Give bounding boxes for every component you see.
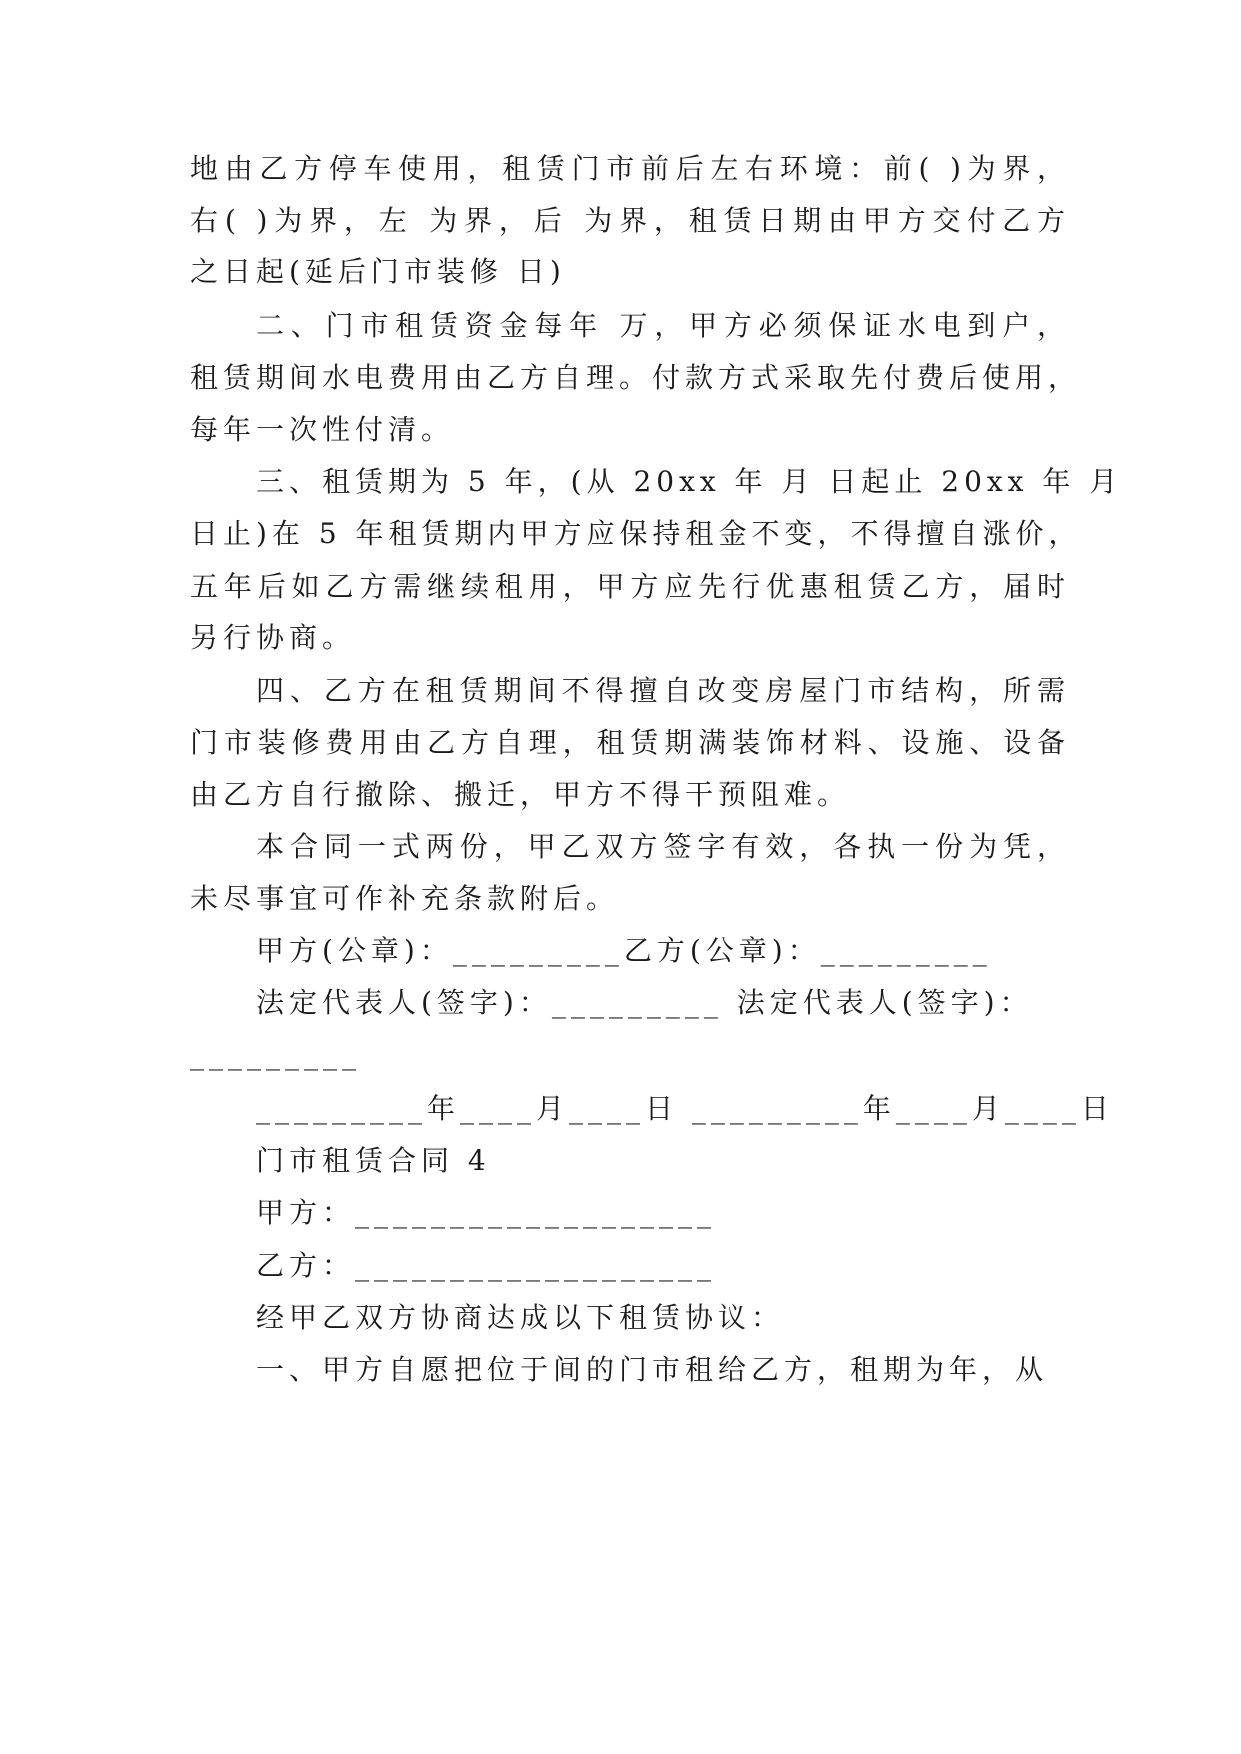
text-line: 未尽事宜可作补充条款附后。 (190, 882, 620, 915)
text-line: 由乙方自行撤除、搬迁，甲方不得干预阻难。 (190, 778, 851, 811)
closing-paragraph: 本合同一式两份，甲乙双方签字有效，各执一份为凭， (256, 830, 1070, 863)
party-a-line: 甲方：___________________ (256, 1196, 717, 1229)
agreement-intro: 经甲乙双方协商达成以下租赁协议： (256, 1301, 785, 1334)
signature-blank: _________ (190, 1038, 361, 1071)
contract-title: 门市租赁合同 4 (256, 1144, 491, 1177)
signature-seal-line: 甲方(公章)：_________乙方(公章)：_________ (256, 934, 992, 967)
text-line: 右( )为界，左 为界，后 为界，租赁日期由甲方交付乙方 (190, 204, 1070, 237)
paragraph-3-start: 三、租赁期为 5 年，(从 20xx 年 月 日起止 20xx 年 月 (256, 465, 1123, 498)
text-line: 五年后如乙方需继续租用，甲方应先行优惠租赁乙方，届时 (190, 570, 1070, 603)
paragraph-4-start: 四、乙方在租赁期间不得擅自改变房屋门市结构，所需 (256, 674, 1070, 707)
clause-1-start: 一、甲方自愿把位于间的门市租给乙方，租期为年，从 (256, 1353, 1049, 1386)
text-line: 之日起(延后门市装修 日) (190, 255, 566, 288)
text-line: 地由乙方停车使用，租赁门市前后左右环境：前( )为界， (190, 152, 1070, 185)
signature-representative-line: 法定代表人(签字)：_________ 法定代表人(签字)： (256, 986, 1033, 1019)
text-line: 日止)在 5 年租赁期内甲方应保持租金不变，不得擅自涨价， (190, 517, 1082, 550)
paragraph-2-start: 二、门市租赁资金每年 万，甲方必须保证水电到户， (256, 309, 1070, 342)
text-line: 租赁期间水电费用由乙方自理。付款方式采取先付费后使用， (190, 361, 1082, 394)
signature-date-line: _________年____月____日 _________年____月____日 (256, 1092, 1114, 1125)
text-line: 另行协商。 (190, 621, 356, 654)
text-line: 每年一次性付清。 (190, 413, 455, 446)
party-b-line: 乙方：___________________ (256, 1249, 717, 1282)
text-line: 门市装修费用由乙方自理，租赁期满装饰材料、设施、设备 (190, 726, 1070, 759)
